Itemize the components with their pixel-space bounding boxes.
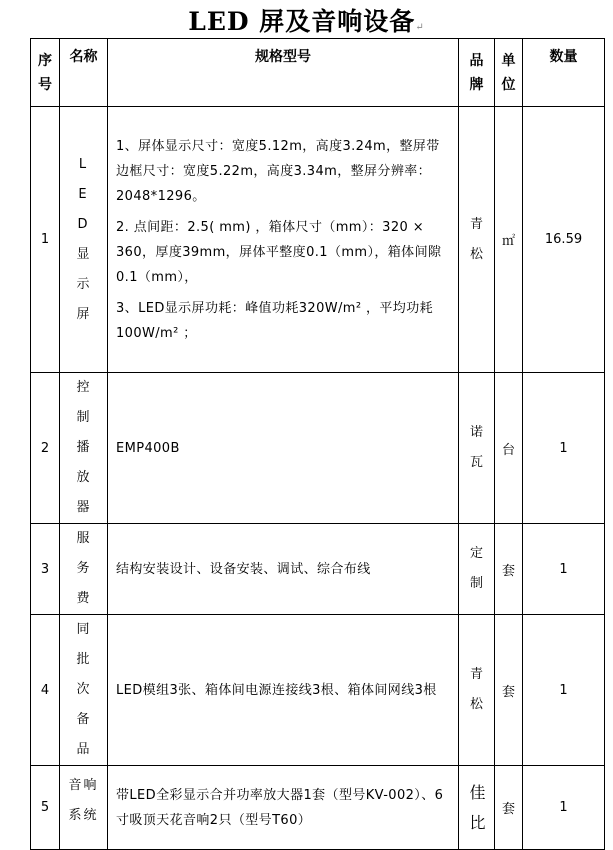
header-row bbox=[31, 39, 605, 107]
row-brand: 定制 bbox=[459, 524, 495, 615]
row-name: 音响系统 bbox=[60, 766, 108, 850]
spec-line: 1、屏体显示尺寸：宽度5.12m，高度3.24m，整屏带边框尺寸：宽度5.22m，高度3.34m，整屏分辨率：2048*1296。 bbox=[116, 138, 440, 204]
header-qty: 数量 bbox=[523, 39, 605, 107]
spec-line: 2. 点间距：2.5( mm) ，箱体尺寸（mm）：320 × 360，厚度39mm，屏体平整度0.1（mm），箱体间隙0.1（mm）， bbox=[116, 219, 442, 285]
title-text: LED 屏及音响设备 bbox=[188, 7, 416, 36]
table-row bbox=[31, 107, 605, 373]
header-name: 名称 bbox=[60, 39, 108, 107]
table-row bbox=[31, 373, 605, 524]
row-qty: 16.59 bbox=[523, 107, 605, 373]
table-row bbox=[31, 766, 605, 850]
row-brand: 诺瓦 bbox=[459, 373, 495, 524]
row-index: 4 bbox=[31, 615, 60, 766]
row-index: 1 bbox=[31, 107, 60, 373]
row-qty: 1 bbox=[523, 615, 605, 766]
row-spec bbox=[108, 373, 459, 524]
row-qty: 1 bbox=[523, 524, 605, 615]
row-unit: 套 bbox=[495, 766, 523, 850]
spec-line: 结构安装设计、设备安装、调试、综合布线 bbox=[116, 561, 371, 577]
row-unit: 套 bbox=[495, 524, 523, 615]
row-name: 控制播放器 bbox=[60, 373, 108, 524]
row-index: 3 bbox=[31, 524, 60, 615]
row-brand: 青松 bbox=[459, 615, 495, 766]
row-name: 同批次备品 bbox=[60, 615, 108, 766]
spec-line: 3、LED显示屏功耗：峰值功耗320W/m² ，平均功耗100W/m² ； bbox=[116, 300, 433, 341]
row-qty: 1 bbox=[523, 373, 605, 524]
row-spec bbox=[108, 615, 459, 766]
row-name: LED显示屏 bbox=[60, 107, 108, 373]
row-index: 2 bbox=[31, 373, 60, 524]
table-row bbox=[31, 615, 605, 766]
row-qty: 1 bbox=[523, 766, 605, 850]
header-spec: 规格型号 bbox=[108, 39, 459, 107]
row-name: 服务费 bbox=[60, 524, 108, 615]
row-brand: 青松 bbox=[459, 107, 495, 373]
row-unit: ㎡ bbox=[495, 107, 523, 373]
row-unit: 台 bbox=[495, 373, 523, 524]
row-unit: 套 bbox=[495, 615, 523, 766]
spec-line: EMP400B bbox=[116, 440, 180, 456]
header-brand: 品牌 bbox=[459, 39, 495, 107]
spec-line: LED模组3张、箱体间电源连接线3根、箱体间网线3根 bbox=[116, 682, 437, 698]
header-index: 序号 bbox=[31, 39, 60, 107]
row-spec bbox=[108, 524, 459, 615]
row-spec bbox=[108, 766, 459, 850]
row-brand: 佳比 bbox=[459, 766, 495, 850]
table-row bbox=[31, 524, 605, 615]
row-spec bbox=[108, 107, 459, 373]
spec-line: 带LED全彩显示合并功率放大器1套（型号KV-002）、6寸吸顶天花音响2只（型号T60） bbox=[116, 787, 444, 828]
row-index: 5 bbox=[31, 766, 60, 850]
document-title bbox=[0, 2, 613, 38]
equipment-table bbox=[30, 38, 605, 850]
header-unit: 单位 bbox=[495, 39, 523, 107]
paragraph-mark: ↵ bbox=[415, 22, 425, 33]
